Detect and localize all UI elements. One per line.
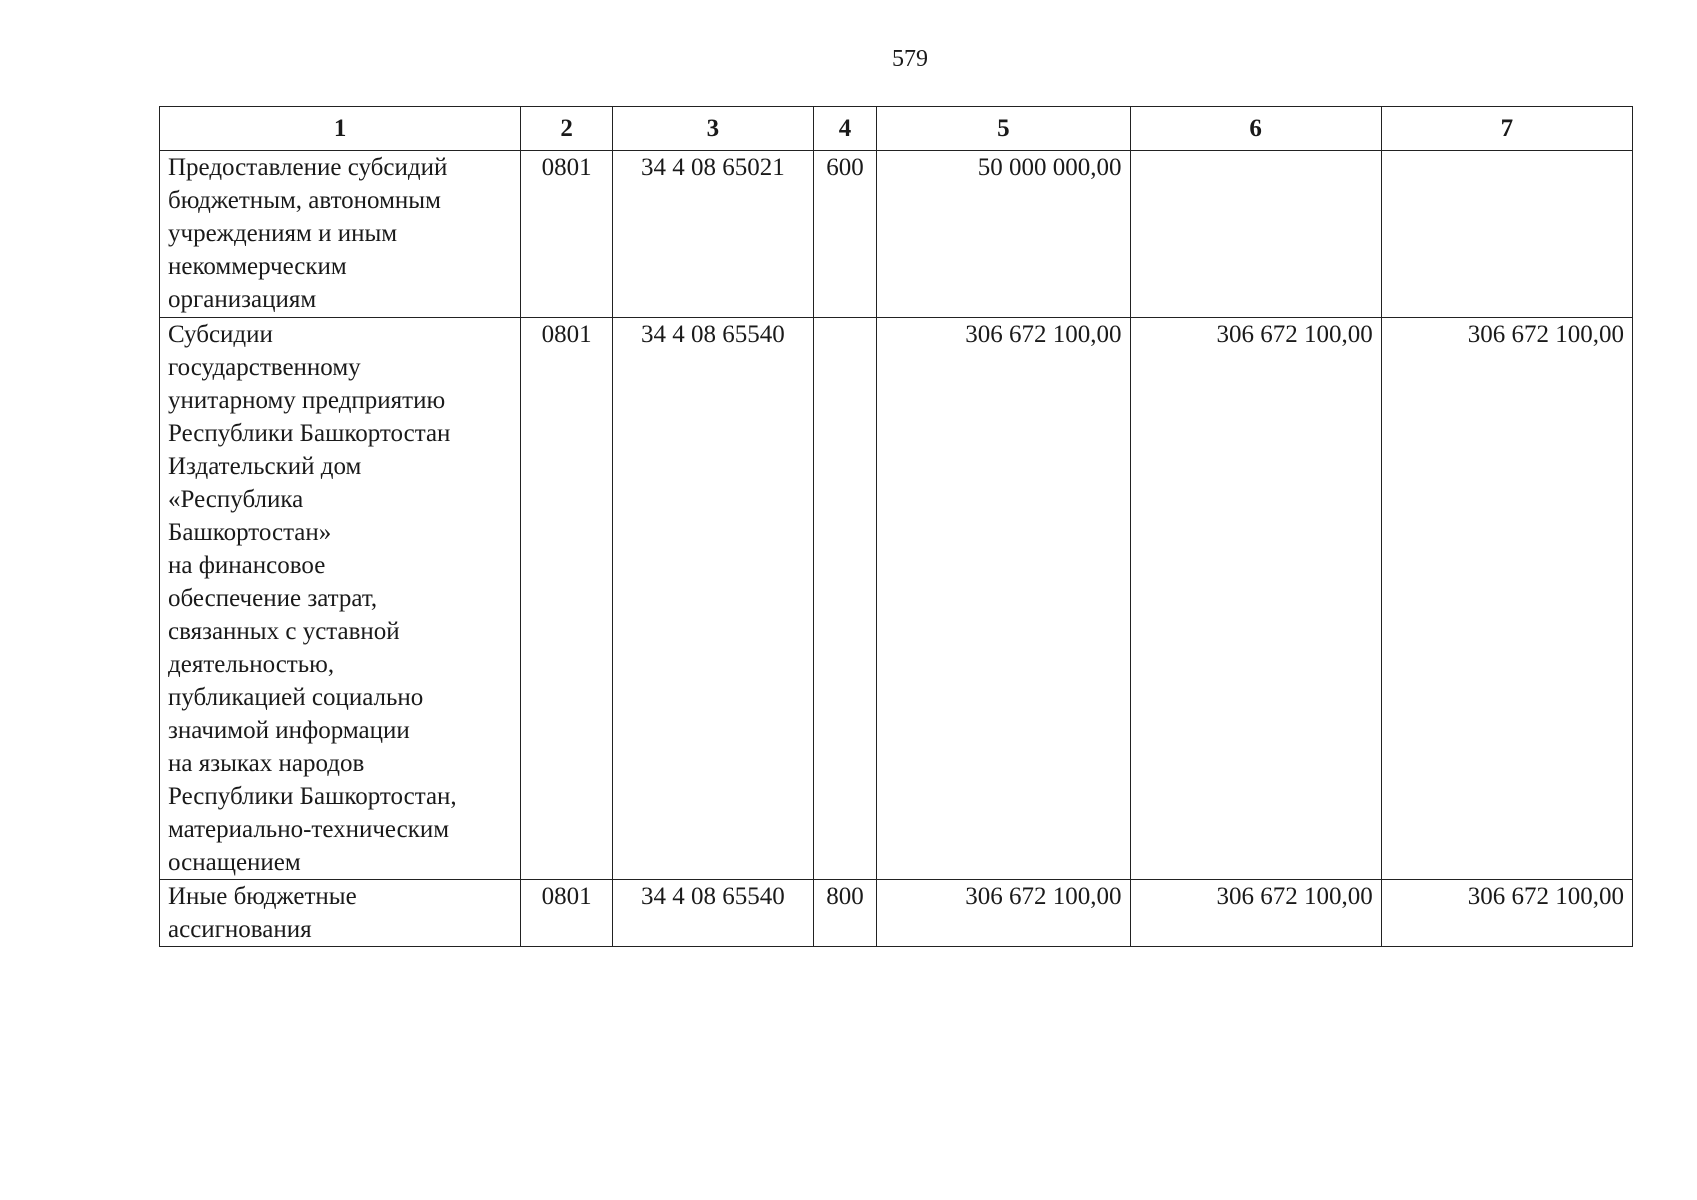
description-line: организациям [168, 286, 317, 313]
description-line: обеспечение затрат, [168, 585, 378, 612]
description-line: Республики Башкортостан [168, 420, 451, 447]
column-header-2: 2 [521, 107, 613, 151]
row-description [160, 318, 521, 880]
amount-cell-5: 306 672 100,00 [877, 318, 1130, 880]
expense-type-cell [813, 318, 877, 880]
description-line: государственному [168, 354, 361, 381]
description-line: публикацией социально [168, 684, 424, 711]
section-code-cell: 0801 [521, 880, 613, 947]
column-header-7: 7 [1381, 107, 1632, 151]
header-row [160, 107, 1633, 151]
amount-cell-6: 306 672 100,00 [1130, 318, 1381, 880]
description-line: Субсидии [168, 321, 273, 348]
description-line: Иные бюджетные [168, 883, 357, 910]
description-line: материально-техническим [168, 816, 450, 843]
description-line: учреждениям и иным [168, 220, 398, 247]
page-number: 579 [892, 46, 928, 72]
description-line: деятельностью, [168, 651, 335, 678]
table-row [160, 880, 1633, 947]
description-line: Республики Башкортостан, [168, 783, 457, 810]
amount-cell-7 [1381, 151, 1632, 318]
section-code-cell: 0801 [521, 151, 613, 318]
description-line: Предоставление субсидий [168, 154, 448, 181]
column-header-6: 6 [1130, 107, 1381, 151]
target-code-cell: 34 4 08 65540 [612, 880, 813, 947]
budget-table [159, 106, 1633, 947]
amount-cell-7: 306 672 100,00 [1381, 318, 1632, 880]
target-code-cell: 34 4 08 65021 [612, 151, 813, 318]
description-line: оснащением [168, 849, 301, 876]
description-line: на финансовое [168, 552, 326, 579]
description-line: унитарному предприятию [168, 387, 446, 414]
section-code-cell: 0801 [521, 318, 613, 880]
description-line: Башкортостан» [168, 519, 332, 546]
table-row [160, 151, 1633, 318]
description-line: ассигнования [168, 916, 312, 943]
description-line: связанных с уставной [168, 618, 400, 645]
column-header-1: 1 [160, 107, 521, 151]
amount-cell-5: 306 672 100,00 [877, 880, 1130, 947]
amount-cell-6: 306 672 100,00 [1130, 880, 1381, 947]
description-line: бюджетным, автономным [168, 187, 441, 214]
description-line: значимой информации [168, 717, 410, 744]
row-description [160, 880, 521, 947]
table-row [160, 318, 1633, 880]
description-line: Издательский дом [168, 453, 362, 480]
description-line: на языках народов [168, 750, 365, 777]
column-header-3: 3 [612, 107, 813, 151]
amount-cell-5: 50 000 000,00 [877, 151, 1130, 318]
amount-cell-7: 306 672 100,00 [1381, 880, 1632, 947]
row-description [160, 151, 521, 318]
amount-cell-6 [1130, 151, 1381, 318]
expense-type-cell: 800 [813, 880, 877, 947]
description-line: некоммерческим [168, 253, 347, 280]
column-header-4: 4 [813, 107, 877, 151]
description-line: «Республика [168, 486, 304, 513]
column-header-5: 5 [877, 107, 1130, 151]
expense-type-cell: 600 [813, 151, 877, 318]
target-code-cell: 34 4 08 65540 [612, 318, 813, 880]
